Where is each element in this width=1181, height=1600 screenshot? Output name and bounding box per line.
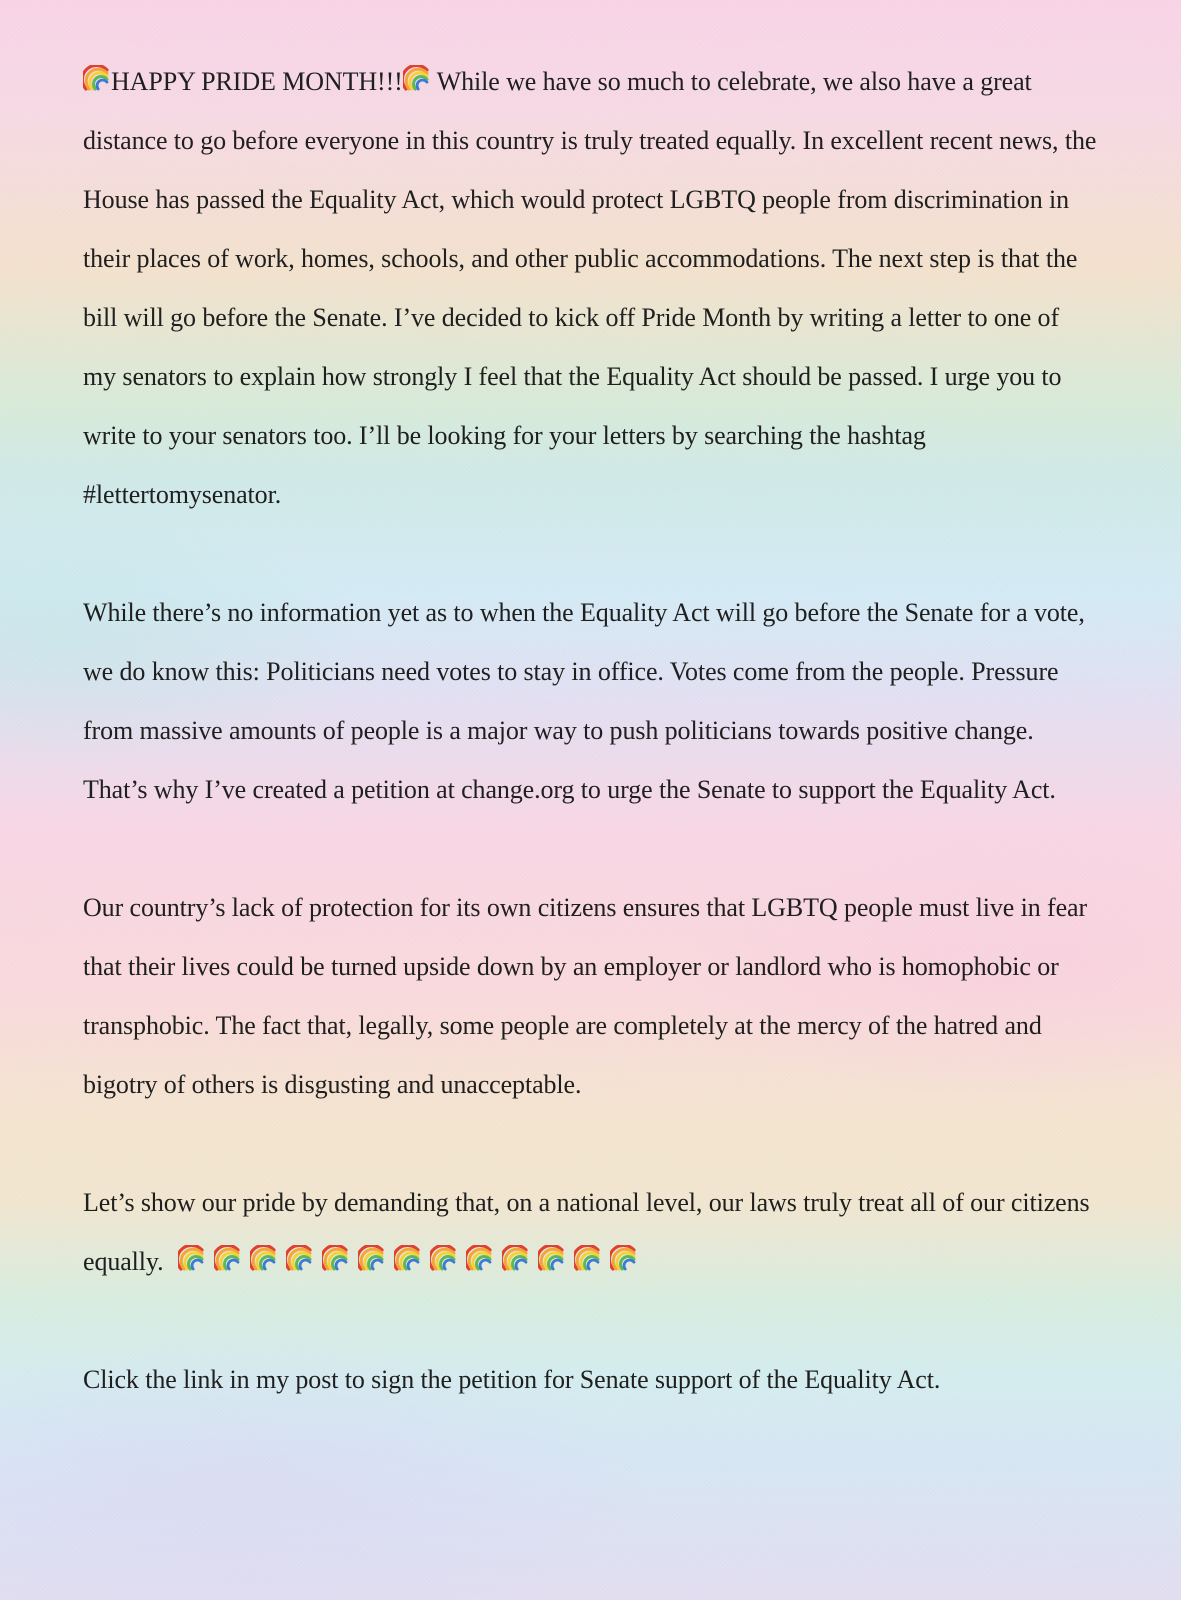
paragraph-text: Click the link in my post to sign the petition for Senate support of the Equality Act. bbox=[83, 1365, 941, 1394]
paragraph-pride-call bbox=[83, 1173, 1098, 1291]
paragraph-call-to-action bbox=[83, 1350, 1098, 1409]
rainbow-icon bbox=[178, 1245, 206, 1273]
rainbow-icon bbox=[403, 65, 431, 93]
rainbow-icon bbox=[466, 1245, 494, 1273]
rainbow-icon bbox=[250, 1245, 278, 1273]
paragraph-text: Our country’s lack of protection for its own citizens ensures that LGBTQ people must live in fear that their lives could be turned upside down by an employer or landlord who is homophobic or transphobic. The fact that, legally, some people are completely at the mercy of the hatred and bigotry of others is disgusting and unacceptable. bbox=[83, 893, 1088, 1099]
rainbow-icon bbox=[502, 1245, 530, 1273]
rainbow-icon bbox=[394, 1245, 422, 1273]
rainbow-icon bbox=[83, 65, 111, 93]
paragraph-text: While there’s no information yet as to when the Equality Act will go before the Senate for a vote, we do know this: Politicians need votes to stay in office. Votes come from the people. Pressure from massive amounts of people is a major way to push politicians towards positive change. That’s why I’ve created a petition at change.org to urge the Senate to support the Equality Act. bbox=[83, 598, 1085, 804]
rainbow-icon bbox=[286, 1245, 314, 1273]
paragraph-protection bbox=[83, 878, 1098, 1114]
rainbow-icon bbox=[574, 1245, 602, 1273]
paragraph-text: While we have so much to celebrate, we also have a great distance to go before everyone in this country is truly treated equally. In excellent recent news, the House has passed the Equality Act, which would protect LGBTQ people from discrimination in their places of work, homes, schools, and other public accommodations. The next step is that the bill will go before the Senate. I’ve decided to kick off Pride Month by writing a letter to one of my senators to explain how strongly I feel that the Equality Act should be passed. I urge you to write to your senators too. I’ll be looking for your letters by searching the hashtag #lettertomysenator. bbox=[83, 67, 1097, 509]
rainbow-icon bbox=[358, 1245, 386, 1273]
paragraph-intro bbox=[83, 52, 1098, 524]
rainbow-icon bbox=[610, 1245, 638, 1273]
rainbow-icon bbox=[214, 1245, 242, 1273]
post-body bbox=[83, 52, 1098, 1409]
paragraph-text: Let’s show our pride by demanding that, on a national level, our laws truly treat all of our citizens equally. bbox=[83, 1188, 1090, 1276]
rainbow-emoji-row bbox=[178, 1232, 646, 1291]
pride-heading: HAPPY PRIDE MONTH!!! bbox=[111, 67, 403, 96]
rainbow-icon bbox=[322, 1245, 350, 1273]
rainbow-icon bbox=[538, 1245, 566, 1273]
paragraph-petition bbox=[83, 583, 1098, 819]
rainbow-icon bbox=[430, 1245, 458, 1273]
